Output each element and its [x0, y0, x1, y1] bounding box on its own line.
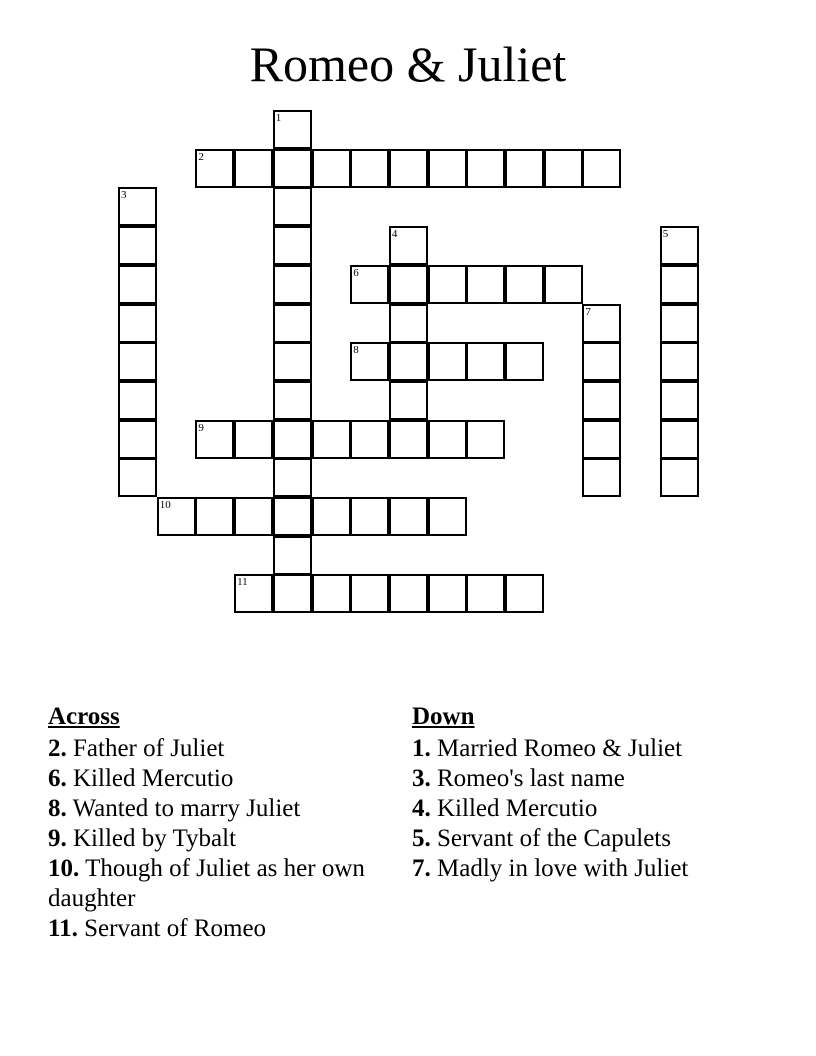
grid-cell[interactable]: [273, 226, 312, 265]
grid-cell[interactable]: [660, 265, 699, 304]
grid-cell[interactable]: [660, 420, 699, 459]
clue-item: [412, 764, 772, 794]
grid-cell[interactable]: [118, 226, 157, 265]
grid-cell[interactable]: [273, 342, 312, 381]
grid-cell[interactable]: [350, 497, 389, 536]
clue-item-text: Married Romeo & Juliet: [437, 735, 683, 762]
grid-cell[interactable]: [118, 187, 157, 226]
grid-cell[interactable]: [389, 304, 428, 343]
clue-item: [48, 794, 378, 824]
grid-cell[interactable]: [582, 342, 621, 381]
clue-number: 6: [353, 266, 359, 279]
clue-number: 11: [237, 576, 248, 589]
clue-item-number: 11.: [48, 915, 78, 942]
grid-cell[interactable]: [582, 381, 621, 420]
clue-number: 3: [121, 189, 127, 202]
grid-cell[interactable]: [660, 458, 699, 497]
grid-cell[interactable]: [428, 342, 467, 381]
grid-cell[interactable]: [505, 342, 544, 381]
grid-cell[interactable]: [505, 265, 544, 304]
grid-cell[interactable]: [505, 574, 544, 613]
clue-item: [412, 824, 772, 854]
grid-cell[interactable]: [389, 226, 428, 265]
clue-number: 9: [198, 421, 204, 434]
clue-number: 5: [662, 228, 669, 241]
grid-cell[interactable]: [195, 497, 234, 536]
grid-cell[interactable]: [389, 342, 428, 381]
grid-cell[interactable]: [428, 574, 467, 613]
clue-item-text: Romeo's last name: [437, 765, 625, 792]
grid-cell[interactable]: [273, 536, 312, 575]
clue-item-text: Wanted to marry Juliet: [72, 795, 301, 822]
grid-cell[interactable]: [273, 187, 312, 226]
grid-cell[interactable]: [157, 497, 196, 536]
across-heading: Across: [48, 703, 120, 730]
down-clue-list: [412, 734, 772, 884]
grid-cell[interactable]: [234, 149, 273, 188]
grid-cell[interactable]: [273, 574, 312, 613]
grid-cell[interactable]: [312, 420, 351, 459]
clue-item-number: 4.: [412, 795, 431, 822]
grid-cell[interactable]: [118, 304, 157, 343]
grid-cell[interactable]: [195, 420, 234, 459]
clue-item-text: Madly in love with Juliet: [437, 855, 689, 882]
grid-cell[interactable]: [312, 574, 351, 613]
grid-cell[interactable]: [544, 149, 583, 188]
clue-item: [48, 764, 378, 794]
grid-cell[interactable]: [118, 381, 157, 420]
grid-cell[interactable]: [118, 458, 157, 497]
clue-number: 2: [198, 150, 204, 163]
grid-cell[interactable]: [582, 149, 621, 188]
clue-number: 10: [159, 499, 171, 511]
grid-cell[interactable]: [660, 342, 699, 381]
grid-cell[interactable]: [466, 420, 505, 459]
grid-cell[interactable]: [234, 574, 273, 613]
grid-cell[interactable]: [273, 497, 312, 536]
grid-cell[interactable]: [273, 149, 312, 188]
grid-cell[interactable]: [118, 342, 157, 381]
grid-cell[interactable]: [350, 265, 389, 304]
grid-cell[interactable]: [466, 342, 505, 381]
clue-item-number: 8.: [48, 795, 67, 822]
grid-cell[interactable]: [389, 265, 428, 304]
grid-cell[interactable]: [273, 420, 312, 459]
grid-cell[interactable]: [118, 420, 157, 459]
grid-cell[interactable]: [312, 497, 351, 536]
grid-cell[interactable]: [273, 265, 312, 304]
clue-item: [48, 914, 378, 944]
grid-cell[interactable]: [428, 149, 467, 188]
clue-item-number: 6.: [48, 765, 67, 792]
grid-cell[interactable]: [350, 342, 389, 381]
clue-number: 1: [275, 112, 282, 124]
clue-item-text: Killed Mercutio: [437, 795, 598, 822]
clue-item-text: Father of Juliet: [73, 735, 225, 762]
grid-cell[interactable]: [544, 265, 583, 304]
clue-item: [412, 794, 772, 824]
clue-item-number: 9.: [48, 825, 67, 852]
grid-cell[interactable]: [660, 226, 699, 265]
grid-cell[interactable]: [312, 149, 351, 188]
clue-item-number: 7.: [412, 855, 431, 882]
puzzle-title: Romeo & Juliet: [249, 36, 567, 92]
grid-cell[interactable]: [428, 265, 467, 304]
clue-item-text: Killed by Tybalt: [73, 825, 237, 852]
clue-number: 7: [585, 305, 591, 318]
grid-cell[interactable]: [428, 497, 467, 536]
grid-cell[interactable]: [350, 149, 389, 188]
clue-item-text: Servant of the Capulets: [437, 825, 671, 852]
grid-cell[interactable]: [118, 265, 157, 304]
grid-cell[interactable]: [195, 149, 234, 188]
clue-item: [412, 734, 772, 764]
grid-cell[interactable]: [466, 574, 505, 613]
clue-number: 8: [353, 344, 359, 357]
grid-cell[interactable]: [582, 304, 621, 343]
across-clues: [48, 702, 378, 944]
grid-cell[interactable]: [582, 458, 621, 497]
grid-cell[interactable]: [273, 381, 312, 420]
clue-item-text: Servant of Romeo: [84, 915, 267, 942]
grid-cell[interactable]: [660, 304, 699, 343]
grid-cell[interactable]: [389, 497, 428, 536]
clue-item: [48, 824, 378, 854]
grid-cell[interactable]: [466, 149, 505, 188]
clue-item-text: Killed Mercutio: [73, 765, 234, 792]
grid-cell[interactable]: [234, 497, 273, 536]
grid-cell[interactable]: [350, 420, 389, 459]
clue-item-text: Though of Juliet as her own daughter: [48, 855, 365, 912]
grid-cell[interactable]: [234, 420, 273, 459]
grid-cell[interactable]: [389, 149, 428, 188]
down-heading: Down: [412, 703, 475, 730]
clue-item: [48, 854, 378, 914]
grid-cell[interactable]: [389, 381, 428, 420]
across-clue-list: [48, 734, 378, 944]
clue-item: [412, 854, 772, 884]
clue-item-number: 10.: [48, 855, 80, 882]
grid-cell[interactable]: [350, 574, 389, 613]
clue-item-number: 3.: [412, 765, 431, 792]
grid-cell[interactable]: [273, 304, 312, 343]
grid-cell[interactable]: [389, 574, 428, 613]
grid-cell[interactable]: [660, 381, 699, 420]
grid-cell[interactable]: [273, 110, 312, 149]
grid-cell[interactable]: [466, 265, 505, 304]
grid-cell[interactable]: [389, 420, 428, 459]
grid-cell[interactable]: [428, 420, 467, 459]
clue-item-number: 2.: [48, 735, 67, 762]
clue-item: [48, 734, 378, 764]
down-clues: [412, 702, 772, 884]
grid-cell[interactable]: [273, 458, 312, 497]
grid-cell[interactable]: [505, 149, 544, 188]
grid-cell[interactable]: [582, 420, 621, 459]
clue-item-number: 1.: [412, 735, 431, 762]
clue-item-number: 5.: [412, 825, 431, 852]
clue-number: 4: [391, 228, 398, 241]
